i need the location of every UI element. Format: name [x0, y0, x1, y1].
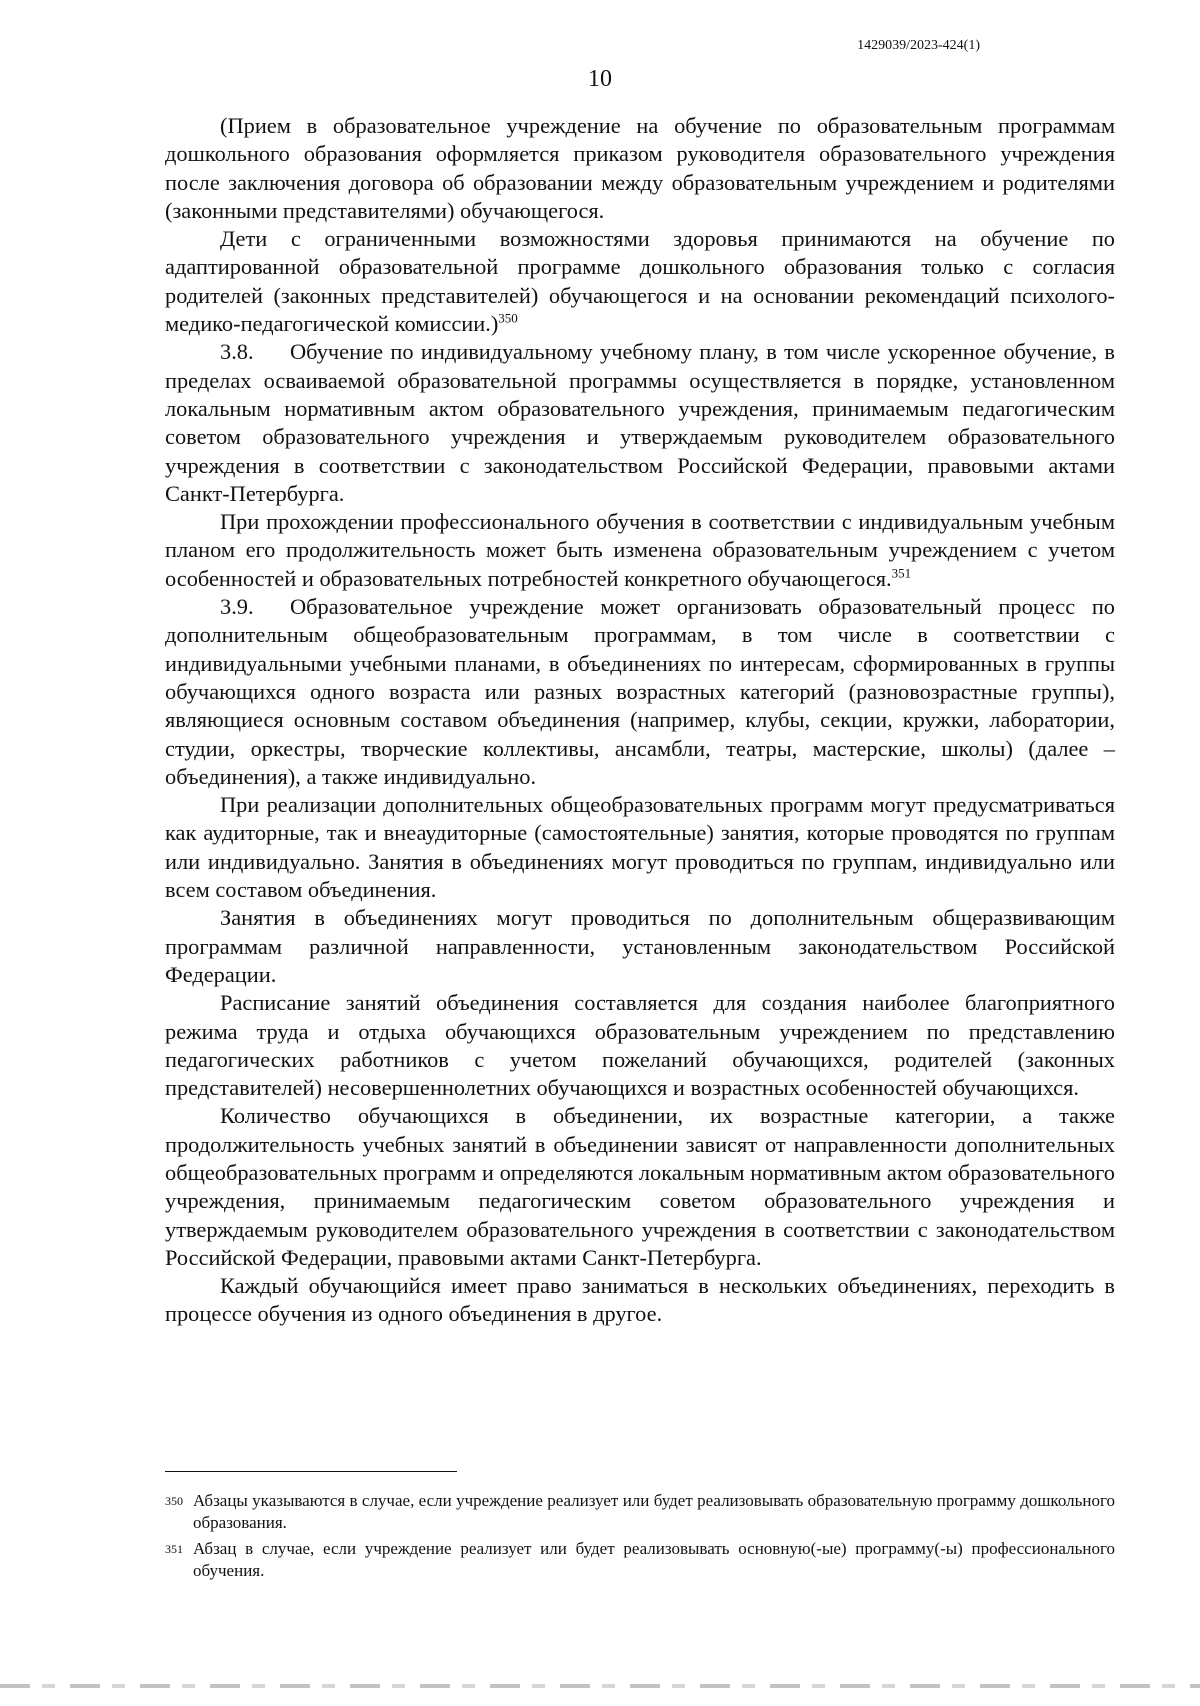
paragraph-general-programs	[165, 904, 1115, 989]
paragraph-professional-training	[165, 508, 1115, 593]
document-id: 1429039/2023-424(1)	[857, 38, 980, 53]
footnote-mark: 351	[165, 1542, 183, 1556]
paragraph-admission-order	[165, 112, 1115, 225]
paragraph-text: При прохождении профессионального обучения в соответствии с индивидуальным учебным планом его продолжительность может быть изменена образовательным учреждением с учетом особенностей и образовательных потребностей конкретного обучающегося.	[165, 509, 1115, 591]
clause-3-9	[165, 593, 1115, 791]
paragraph-disabled-children	[165, 225, 1115, 338]
paragraph-text: Каждый обучающийся имеет право заниматься в нескольких объединениях, переходить в процессе обучения из одного объединения в другое.	[165, 1273, 1115, 1327]
paragraph-text: (Прием в образовательное учреждение на обучение по образовательным программам дошкольного образования оформляется приказом руководителя образовательного учреждения после заключения договора об образовании между образовательным учреждением и родителями (законными представителями) обучающегося.	[165, 113, 1115, 223]
paragraph-text: Обучение по индивидуальному учебному плану, в том числе ускоренное обучение, в пределах осваиваемой образовательной программы осуществляется в порядке, установленном локальным нормативным актом образовательного учреждения, принимаемым педагогическим советом образовательного учреждения и утверждаемым руководителем образовательного учреждения в соответствии с законодательством Российской Федерации, правовыми актами Санкт-Петербурга.	[165, 339, 1115, 506]
paragraph-multiple-groups	[165, 1272, 1115, 1329]
clause-number: 3.9.	[220, 594, 254, 620]
footnote-text: Абзац в случае, если учреждение реализует или будет реализовывать основную(-ые) программу(-ы) профессионального обучения.	[193, 1539, 1115, 1580]
footnote-divider	[165, 1471, 457, 1472]
footnote-ref-351[interactable]: 351	[891, 565, 912, 581]
scan-edge-artifact	[0, 1684, 1200, 1688]
footnote-350	[165, 1490, 1115, 1534]
paragraph-text: Расписание занятий объединения составляется для создания наиболее благоприятного режима труда и отдыха обучающихся образовательным учреждением по представлению педагогических работников с учетом пожеланий обучающихся, родителей (законных представителей) несовершеннолетних обучающихся и возрастных особенностей обучающихся.	[165, 990, 1115, 1101]
paragraph-schedule	[165, 989, 1115, 1102]
page-number: 10	[588, 66, 612, 92]
footnote-ref-350[interactable]: 350	[498, 310, 518, 326]
footnote-text: Абзацы указываются в случае, если учреждение реализует или будет реализовывать образовательную программу дошкольного образования.	[193, 1491, 1115, 1532]
clause-3-8	[165, 338, 1115, 508]
paragraph-text: При реализации дополнительных общеобразовательных программ могут предусматриваться как аудиторные, так и внеаудиторные (самостоятельные) занятия, которые проводятся по группам или индивидуально. Занятия в объединениях могут проводиться по группам, индивидуально или всем составом объединения.	[165, 792, 1115, 903]
clause-number: 3.8.	[220, 339, 254, 365]
footnotes	[165, 1490, 1115, 1586]
paragraph-text: Дети с ограниченными возможностями здоровья принимаются на обучение по адаптированной образовательной программе дошкольного образования только с согласия родителей (законных представителей) обучающегося и на основании рекомендаций психолого-медико-педагогической комиссии.)	[165, 226, 1115, 337]
paragraph-text: Количество обучающихся в объединении, их возрастные категории, а также продолжительность учебных занятий в объединении зависят от направленности дополнительных общеобразовательных программ и определяются локальным нормативным актом образовательного учреждения, принимаемым педагогическим советом образовательного учреждения и утверждаемым руководителем образовательного учреждения в соответствии с законодательством Российской Федерации, правовыми актами Санкт-Петербурга.	[165, 1103, 1115, 1270]
paragraph-classes-types	[165, 791, 1115, 904]
paragraph-text: Занятия в объединениях могут проводиться по дополнительным общеразвивающим программам различной направленности, установленным законодательством Российской Федерации.	[165, 905, 1115, 987]
footnote-mark: 350	[165, 1494, 183, 1508]
paragraph-text: Образовательное учреждение может организовать образовательный процесс по дополнительным общеобразовательным программам, в том числе в соответствии с индивидуальными учебными планами, в объединениях по интересам, сформированных в группы обучающихся одного возраста или разных возрастных категорий (разновозрастные группы), являющиеся основным составом объединения (например, клубы, секции, кружки, лаборатории, студии, оркестры, творческие коллективы, ансамбли, театры, мастерские, школы) (далее – объединения), а также индивидуально.	[165, 594, 1115, 789]
footnote-351	[165, 1538, 1115, 1582]
document-body	[165, 112, 1115, 1329]
paragraph-group-size	[165, 1102, 1115, 1272]
